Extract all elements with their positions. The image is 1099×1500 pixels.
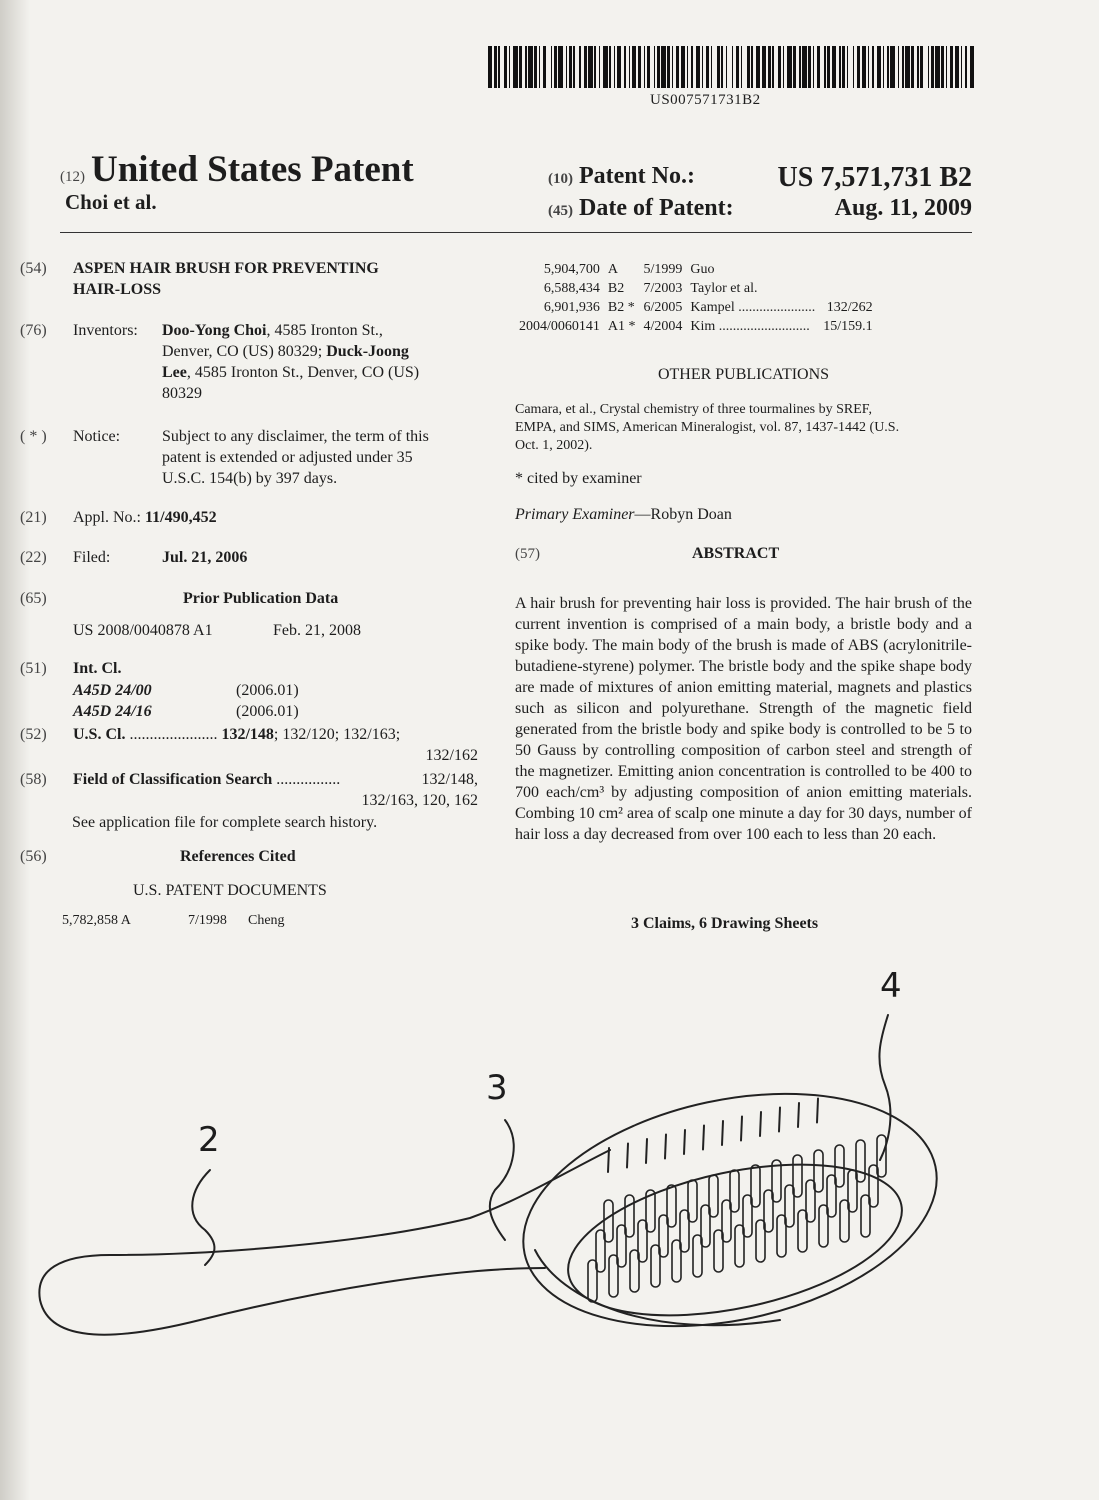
field-code: (21) [20,509,47,526]
field-code: (51) [20,660,47,677]
patent-no-label: Patent No.: [579,163,695,189]
prior-publication-date: Feb. 21, 2008 [273,622,361,639]
reference-kind: B2 [607,281,625,296]
field-code: (22) [20,549,47,566]
inventor-name: Doo-Yong Choi [162,322,267,339]
reference-number: 5,904,700 [543,262,600,277]
us-cl-last: 132/162 [425,747,478,764]
reference-name: Cheng [248,913,285,928]
spike [741,1117,742,1141]
other-publication-line: EMPA, and SIMS, American Mineralogist, vol. 87, 1437-1442 (U.S. [515,420,900,435]
notice-label: Notice: [73,428,121,445]
field-of-search-value: 132/148, [421,771,478,788]
reference-kind: A [607,262,619,277]
prior-publication-heading: Prior Publication Data [183,590,339,607]
spike [722,1121,723,1145]
leader-line-2 [192,1170,214,1265]
hair-brush-drawing [0,960,1099,1500]
brush-handle [39,1150,610,1335]
drawing-label-3: 3 [486,1068,508,1108]
reference-name: Guo [690,262,715,277]
other-publication-line: Camara, et al., Crystal chemistry of three tourmalines by SREF, [515,402,872,417]
us-patent-documents-heading: U.S. PATENT DOCUMENTS [133,882,327,899]
invention-title-line1: ASPEN HAIR BRUSH FOR PREVENTING [73,260,379,277]
reference-name: Kampel ...................... [690,300,816,315]
date-label: Date of Patent: [579,195,734,221]
filed-label: Filed: [73,549,111,566]
reference-date: 6/2005 [643,300,683,315]
primary-examiner [515,506,732,524]
reference-class [819,279,876,298]
reference-date: 5/1999 [643,262,683,277]
leader-dots: ................ [276,771,341,788]
spike-body [608,1099,818,1173]
prior-publication-row [73,620,361,641]
appl-no-label: Appl. No.: [73,509,141,526]
leader-line-3 [490,1120,514,1240]
spike [798,1103,799,1127]
int-cl-code: A45D 24/16 [73,703,152,720]
reference-class [819,260,876,279]
spike [627,1144,628,1168]
field-code: (52) [20,726,47,743]
int-cl-version: (2006.01) [236,703,299,720]
notice-text: Subject to any disclaimer, the term of this [162,428,429,445]
inventor-address: , 4585 Ironton St., [266,322,383,339]
search-history-note: See application file for complete search history. [72,814,378,831]
patent-no-code: (10) [548,171,573,187]
inventor-name: Lee [162,364,187,381]
leader-dots: ...................... [129,726,218,743]
authors: Choi et al. [65,190,157,214]
us-cl-others: ; 132/120; 132/163; [273,726,401,743]
int-cl-entry [73,701,473,722]
inventor-address: 80329 [162,385,202,402]
reference-name: Kim .......................... [690,319,810,334]
spike [684,1130,685,1154]
claims-summary: 3 Claims, 6 Drawing Sheets [631,915,819,932]
prior-publication-number: US 2008/0040878 A1 [73,622,213,639]
spike [817,1099,818,1123]
abstract-heading: ABSTRACT [692,545,780,562]
header-divider [60,232,972,233]
filed-date: Jul. 21, 2006 [162,549,248,566]
abstract-text: A hair brush for preventing hair loss is provided. The hair brush of the current invention is comprised of a main body, a bristle body and a spike body. The main body of the brush is made of ABS (acrylonitrile-butadiene-styrene) polymer. The bristle body and the spike shape body are made of mixtures of anion emitting material, magnets and plastics such as silicon and polyurethane. Strength of the magnetic field generated from the bristle body and spike body is controlled to be 5 to 50 Gauss by controlling composition of carbon steel and strength of the magnetizer. Emitting anion concentration is controlled to be 400 to 700 each/cm³ by adjusting composition of anion emitting materials. Combing 10 cm² area of scalp one minute a day for 30 days, number of hair loss a day decreased from over 100 each to less than 20 each. [515,595,972,843]
notice-text: U.S.C. 154(b) by 397 days. [162,470,338,487]
inventor-address: , 4585 Ironton St., Denver, CO (US) [186,364,420,381]
appl-no: 11/490,452 [145,509,217,526]
reference-row [62,913,462,929]
barcode [488,46,974,88]
other-publications-heading: OTHER PUBLICATIONS [657,366,830,383]
patent-number: US 7,571,731 B2 [777,162,972,193]
spike [760,1112,761,1136]
reference-number: 2004/0060141 [519,319,600,334]
drawing-label-2: 2 [198,1120,220,1160]
reference-row [515,279,877,298]
us-cl-label: U.S. Cl. [73,726,126,743]
references-continued [515,260,877,336]
patent-date: Aug. 11, 2009 [834,195,972,221]
field-code: (58) [20,771,47,788]
date-code: (45) [548,203,573,219]
abstract-code: (57) [515,546,540,562]
patent-number-row [548,162,972,193]
int-cl-entry [73,680,473,701]
reference-number: 6,588,434 [543,281,600,296]
field-code: (54) [20,260,47,277]
field-code: (76) [20,322,47,339]
inventors-label: Inventors: [73,322,138,339]
reference-date: 7/2003 [643,281,683,296]
field-code: (65) [20,590,47,607]
reference-name: Taylor et al. [690,281,758,296]
patent-date-row [548,195,972,222]
reference-row [515,260,877,279]
references-heading: References Cited [180,848,296,865]
field-code: ( * ) [20,428,47,445]
reference-kind: A1 * [607,319,636,334]
us-cl-main: 132/148 [221,726,274,743]
reference-number: 6,901,936 [543,300,600,315]
field-of-search-value: 132/163, 120, 162 [361,792,478,809]
cited-by-examiner-note: * cited by examiner [515,470,642,487]
examiner-label: Primary Examiner [515,506,635,523]
field-code: (56) [20,848,47,865]
other-publication-line: Oct. 1, 2002). [515,438,593,453]
notice-text: patent is extended or adjusted under 35 [162,449,413,466]
spike [646,1139,647,1163]
barcode-number: US007571731B2 [650,92,761,108]
spike [703,1126,704,1150]
field-of-search-label: Field of Classification Search [73,771,273,788]
patent-title-header [60,148,414,191]
bristle-body [588,1135,886,1302]
reference-class: 15/159.1 [823,319,873,334]
invention-title-line2: HAIR-LOSS [73,281,162,298]
spike [608,1148,609,1172]
inventor-name: Duck-Joong [326,343,409,360]
reference-kind: B2 * [607,300,635,315]
other-publication [515,401,972,455]
reference-class: 132/262 [826,300,873,315]
reference-number: 5,782,858 A [62,913,131,928]
document-type: United States Patent [91,149,414,190]
int-cl-version: (2006.01) [236,682,299,699]
spike [665,1135,666,1159]
spike [779,1108,780,1132]
int-cl-label: Int. Cl. [73,660,122,677]
reference-row [515,298,877,317]
kind-code: (12) [60,169,85,185]
inventor-address: Denver, CO (US) 80329; [162,343,327,360]
leader-line-4 [879,1015,890,1160]
reference-date: 7/1998 [188,913,227,928]
abstract-header [515,545,972,563]
reference-date: 4/2004 [643,319,683,334]
reference-row [515,317,877,336]
barcode-bar [970,46,974,88]
int-cl-code: A45D 24/00 [73,682,152,699]
examiner-name: —Robyn Doan [634,506,732,523]
drawing-label-4: 4 [880,966,902,1006]
